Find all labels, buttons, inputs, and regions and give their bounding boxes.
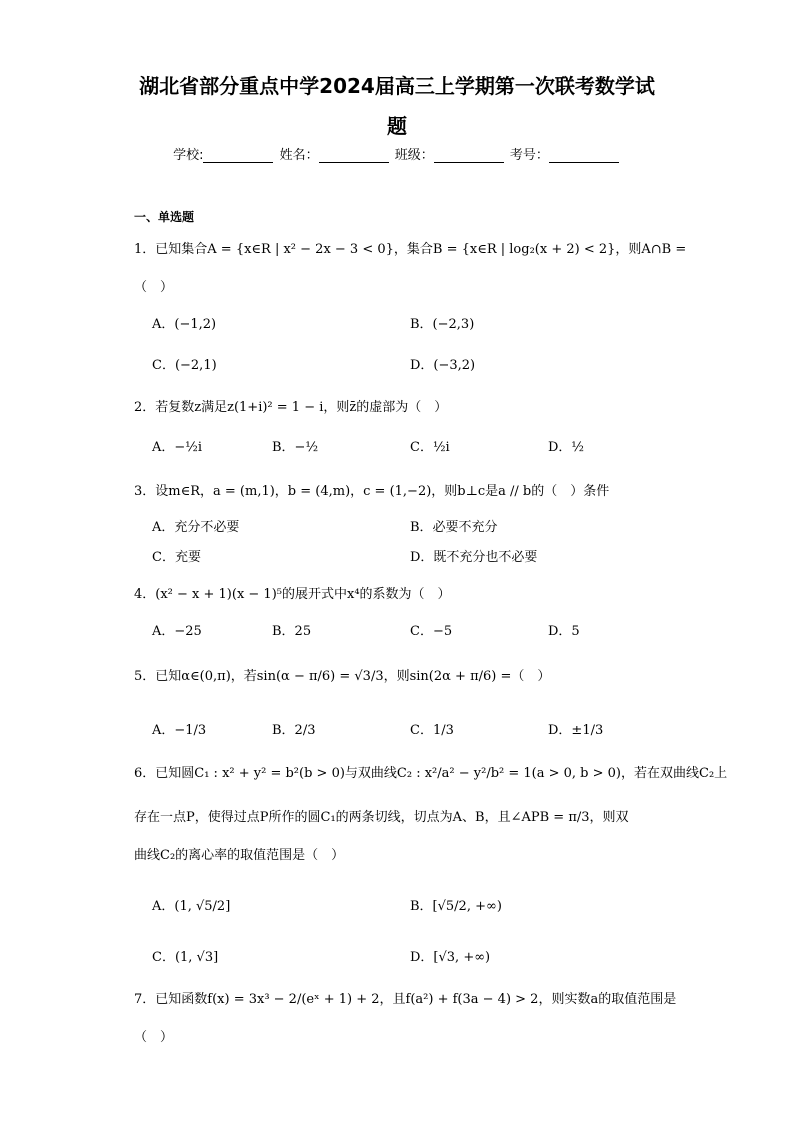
question-2-text: 2．若复数z满足z(1+i)² = 1 − i，则z̄的虚部为（ ）	[134, 400, 448, 415]
question-5-option-d[interactable]: D．±1/3	[548, 723, 604, 738]
question-6-option-c[interactable]: C．(1, √3]	[152, 950, 219, 965]
question-2-option-d[interactable]: D．½	[548, 440, 585, 455]
question-4-option-b[interactable]: B．25	[272, 624, 312, 639]
class-blank[interactable]	[434, 148, 504, 163]
name-blank[interactable]	[319, 148, 389, 163]
section-heading: 一、单选题	[134, 210, 195, 224]
question-5-option-b[interactable]: B．2/3	[272, 723, 316, 738]
question-4-option-d[interactable]: D．5	[548, 624, 580, 639]
question-5-text: 5．已知α∈(0,π)，若sin(α − π/6) = √3/3，则sin(2α + π/6) =（ ）	[134, 669, 551, 684]
school-blank[interactable]	[203, 148, 273, 163]
school-label: 学校:	[173, 148, 204, 163]
question-7-paren: （ ）	[134, 1030, 174, 1045]
question-3-option-a[interactable]: A．充分不必要	[152, 520, 240, 535]
question-6-line1: 6．已知圆C₁ : x² + y² = b²(b > 0)与双曲线C₂ : x²/a² − y²/b² = 1(a > 0, b > 0)，若在双曲线C₂上	[134, 766, 728, 781]
question-5-option-a[interactable]: A．−1/3	[152, 723, 207, 738]
exam-title-line1: 湖北省部分重点中学2024届高三上学期第一次联考数学试	[139, 74, 655, 98]
question-7-line1: 7．已知函数f(x) = 3x³ − 2/(eˣ + 1) + 2，且f(a²) + f(3a − 4) > 2，则实数a的取值范围是	[134, 992, 677, 1007]
question-6-line2: 存在一点P，使得过点P所作的圆C₁的两条切线，切点为A、B，且∠APB = π/3，则双	[134, 810, 629, 825]
question-4-text: 4．(x² − x + 1)(x − 1)⁵的展开式中x⁴的系数为（ ）	[134, 587, 451, 602]
question-3-option-b[interactable]: B．必要不充分	[410, 520, 498, 535]
exam-no-blank[interactable]	[549, 148, 619, 163]
question-3-option-c[interactable]: C．充要	[152, 550, 201, 565]
question-4-option-c[interactable]: C．−5	[410, 624, 453, 639]
question-1-paren: （ ）	[134, 280, 174, 295]
exam-title-line2: 题	[387, 114, 407, 138]
student-info-row	[0, 144, 794, 163]
question-1-option-d[interactable]: D．(−3,2)	[410, 358, 476, 373]
question-4-option-a[interactable]: A．−25	[152, 624, 202, 639]
question-6-option-d[interactable]: D．[√3, +∞)	[410, 950, 491, 965]
exam-no-label: 考号：	[509, 148, 549, 163]
question-1-option-b[interactable]: B．(−2,3)	[410, 317, 475, 332]
question-1-option-a[interactable]: A．(−1,2)	[152, 317, 217, 332]
question-2-option-c[interactable]: C．½i	[410, 440, 450, 455]
name-label: 姓名：	[279, 148, 319, 163]
question-6-option-b[interactable]: B．[√5/2, +∞)	[410, 899, 502, 914]
class-label: 班级：	[394, 148, 434, 163]
question-2-option-a[interactable]: A．−½i	[152, 440, 203, 455]
question-3-text: 3．设m∈R，a = (m,1)，b = (4,m)，c = (1,−2)，则b⊥c是a // b的（ ）条件	[134, 484, 610, 499]
question-3-option-d[interactable]: D．既不充分也不必要	[410, 550, 538, 565]
question-6-line3: 曲线C₂的离心率的取值范围是（ ）	[134, 848, 345, 863]
question-1-option-c[interactable]: C．(−2,1)	[152, 358, 217, 373]
question-1-text: 1．已知集合A = {x∈R | x² − 2x − 3 < 0}，集合B = {x∈R | log₂(x + 2) < 2}，则A∩B =	[134, 242, 687, 257]
question-5-option-c[interactable]: C．1/3	[410, 723, 454, 738]
question-2-option-b[interactable]: B．−½	[272, 440, 319, 455]
question-6-option-a[interactable]: A．(1, √5/2]	[152, 899, 231, 914]
